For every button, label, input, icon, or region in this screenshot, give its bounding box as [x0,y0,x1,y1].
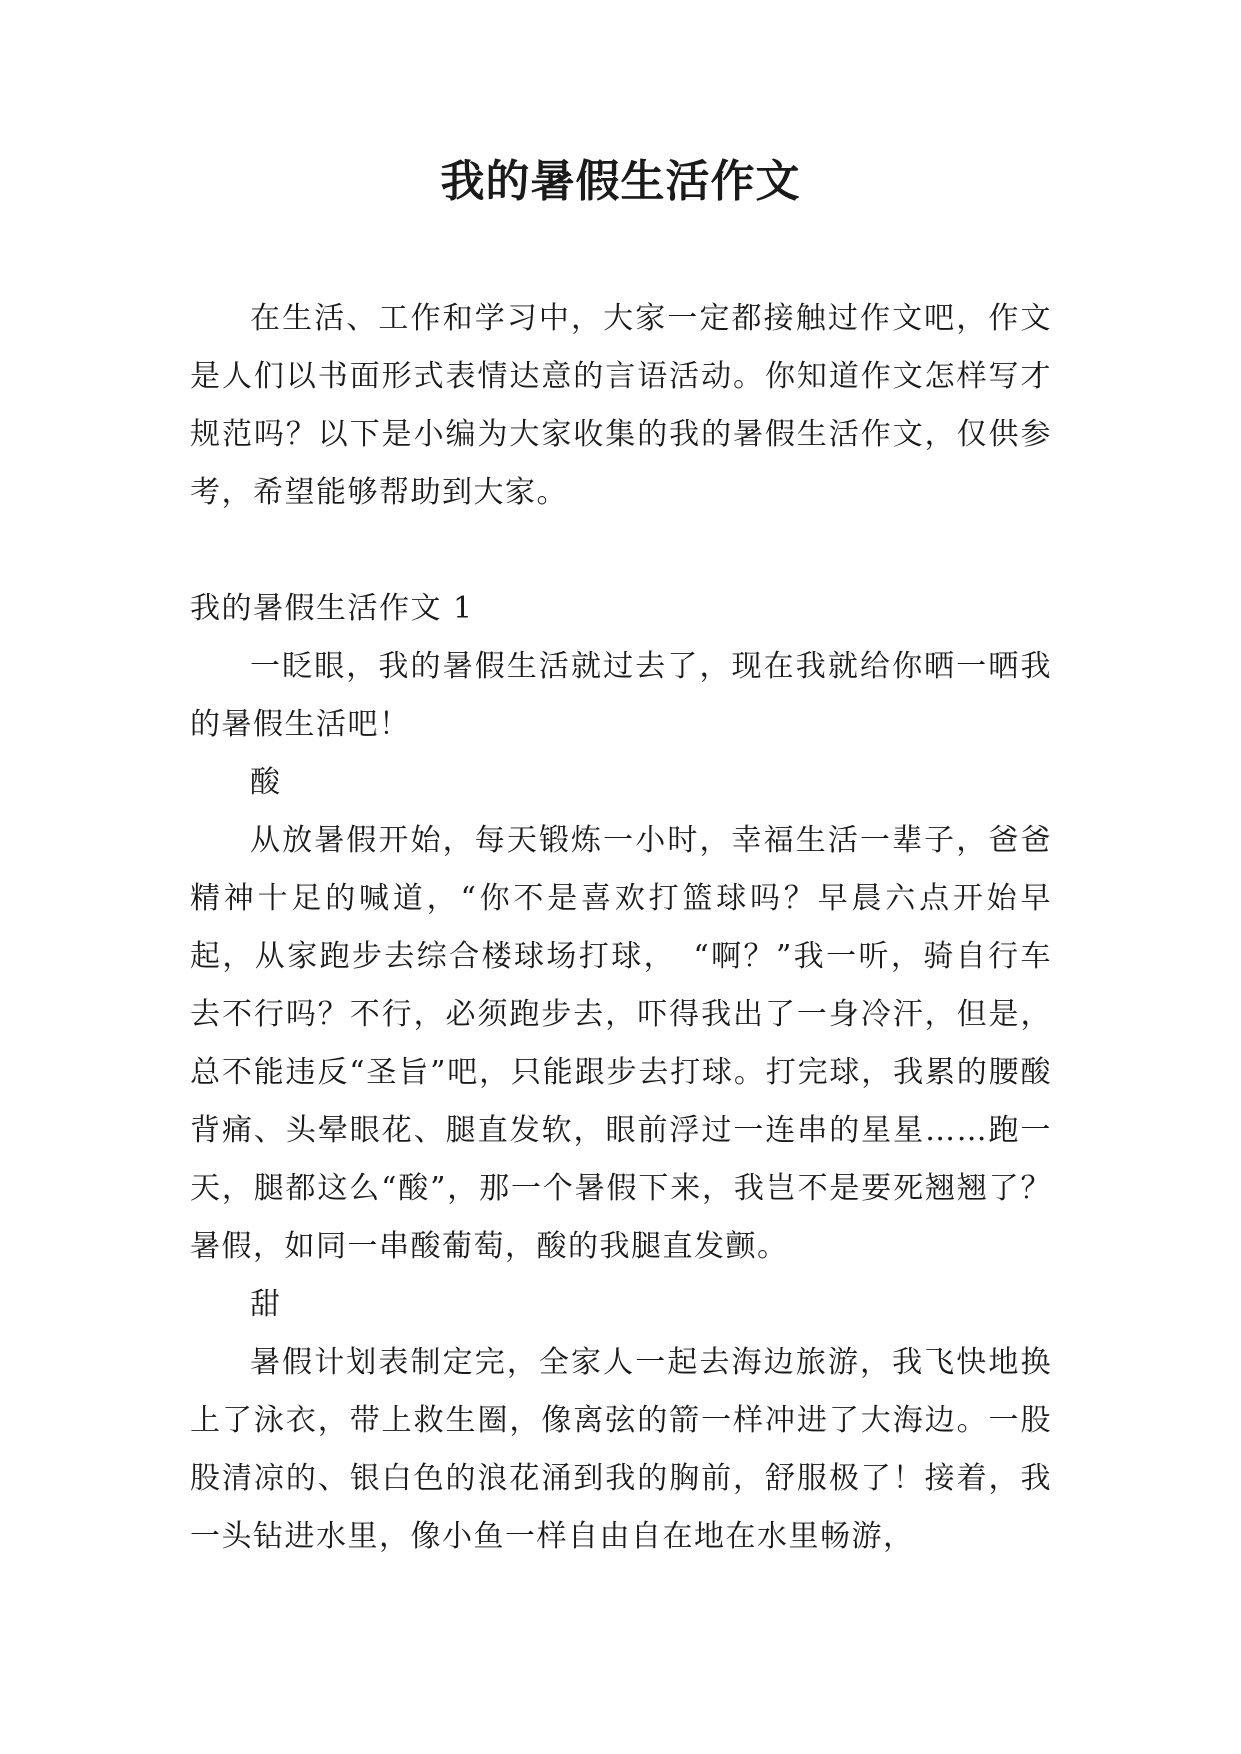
document-title: 我的暑假生活作文 [440,156,801,207]
section-heading: 我的暑假生活作文 1 [190,591,474,626]
subheading-sweet: 甜 [250,1287,282,1322]
intro-paragraph: 在生活、工作和学习中，大家一定都接触过作文吧，作文是人们以书面形式表情达意的言语活动。你知道作文怎样写才规范吗？以下是小编为大家收集的我的暑假生活作文，仅供参考，希望能够帮助到大家。 [190,301,1052,510]
paragraph-2: 从放暑假开始，每天锻炼一小时，幸福生活一辈子，爸爸精神十足的喊道，“你不是喜欢打篮球吗？早晨六点开始早起，从家跑步去综合楼球场打球， “啊？”我一听，骑自行车去不行吗？不行，必须跑步去，吓得我出了一身冷汗，但是，总不能违反“圣旨”吧，只能跟步去打球。打完球，我累的腰酸背痛、头晕眼花、腿直发软，眼前浮过一连串的星星……跑一天，腿都这么“酸”，那一个暑假下来，我岂不是要死翘翘了？暑假，如同一串酸葡萄，酸的我腿直发颤。 [190,823,1052,1264]
document-body [190,290,1052,1566]
subheading-sour: 酸 [250,765,282,800]
paragraph-1: 一眨眼，我的暑假生活就过去了，现在我就给你晒一晒我的暑假生活吧！ [190,649,1052,742]
paragraph-3: 暑假计划表制定完，全家人一起去海边旅游，我飞快地换上了泳衣，带上救生圈，像离弦的箭一样冲进了大海边。一股股清凉的、银白色的浪花涌到我的胸前，舒服极了！接着，我一头钻进水里，像小鱼一样自由自在地在水里畅游， [190,1345,1052,1554]
